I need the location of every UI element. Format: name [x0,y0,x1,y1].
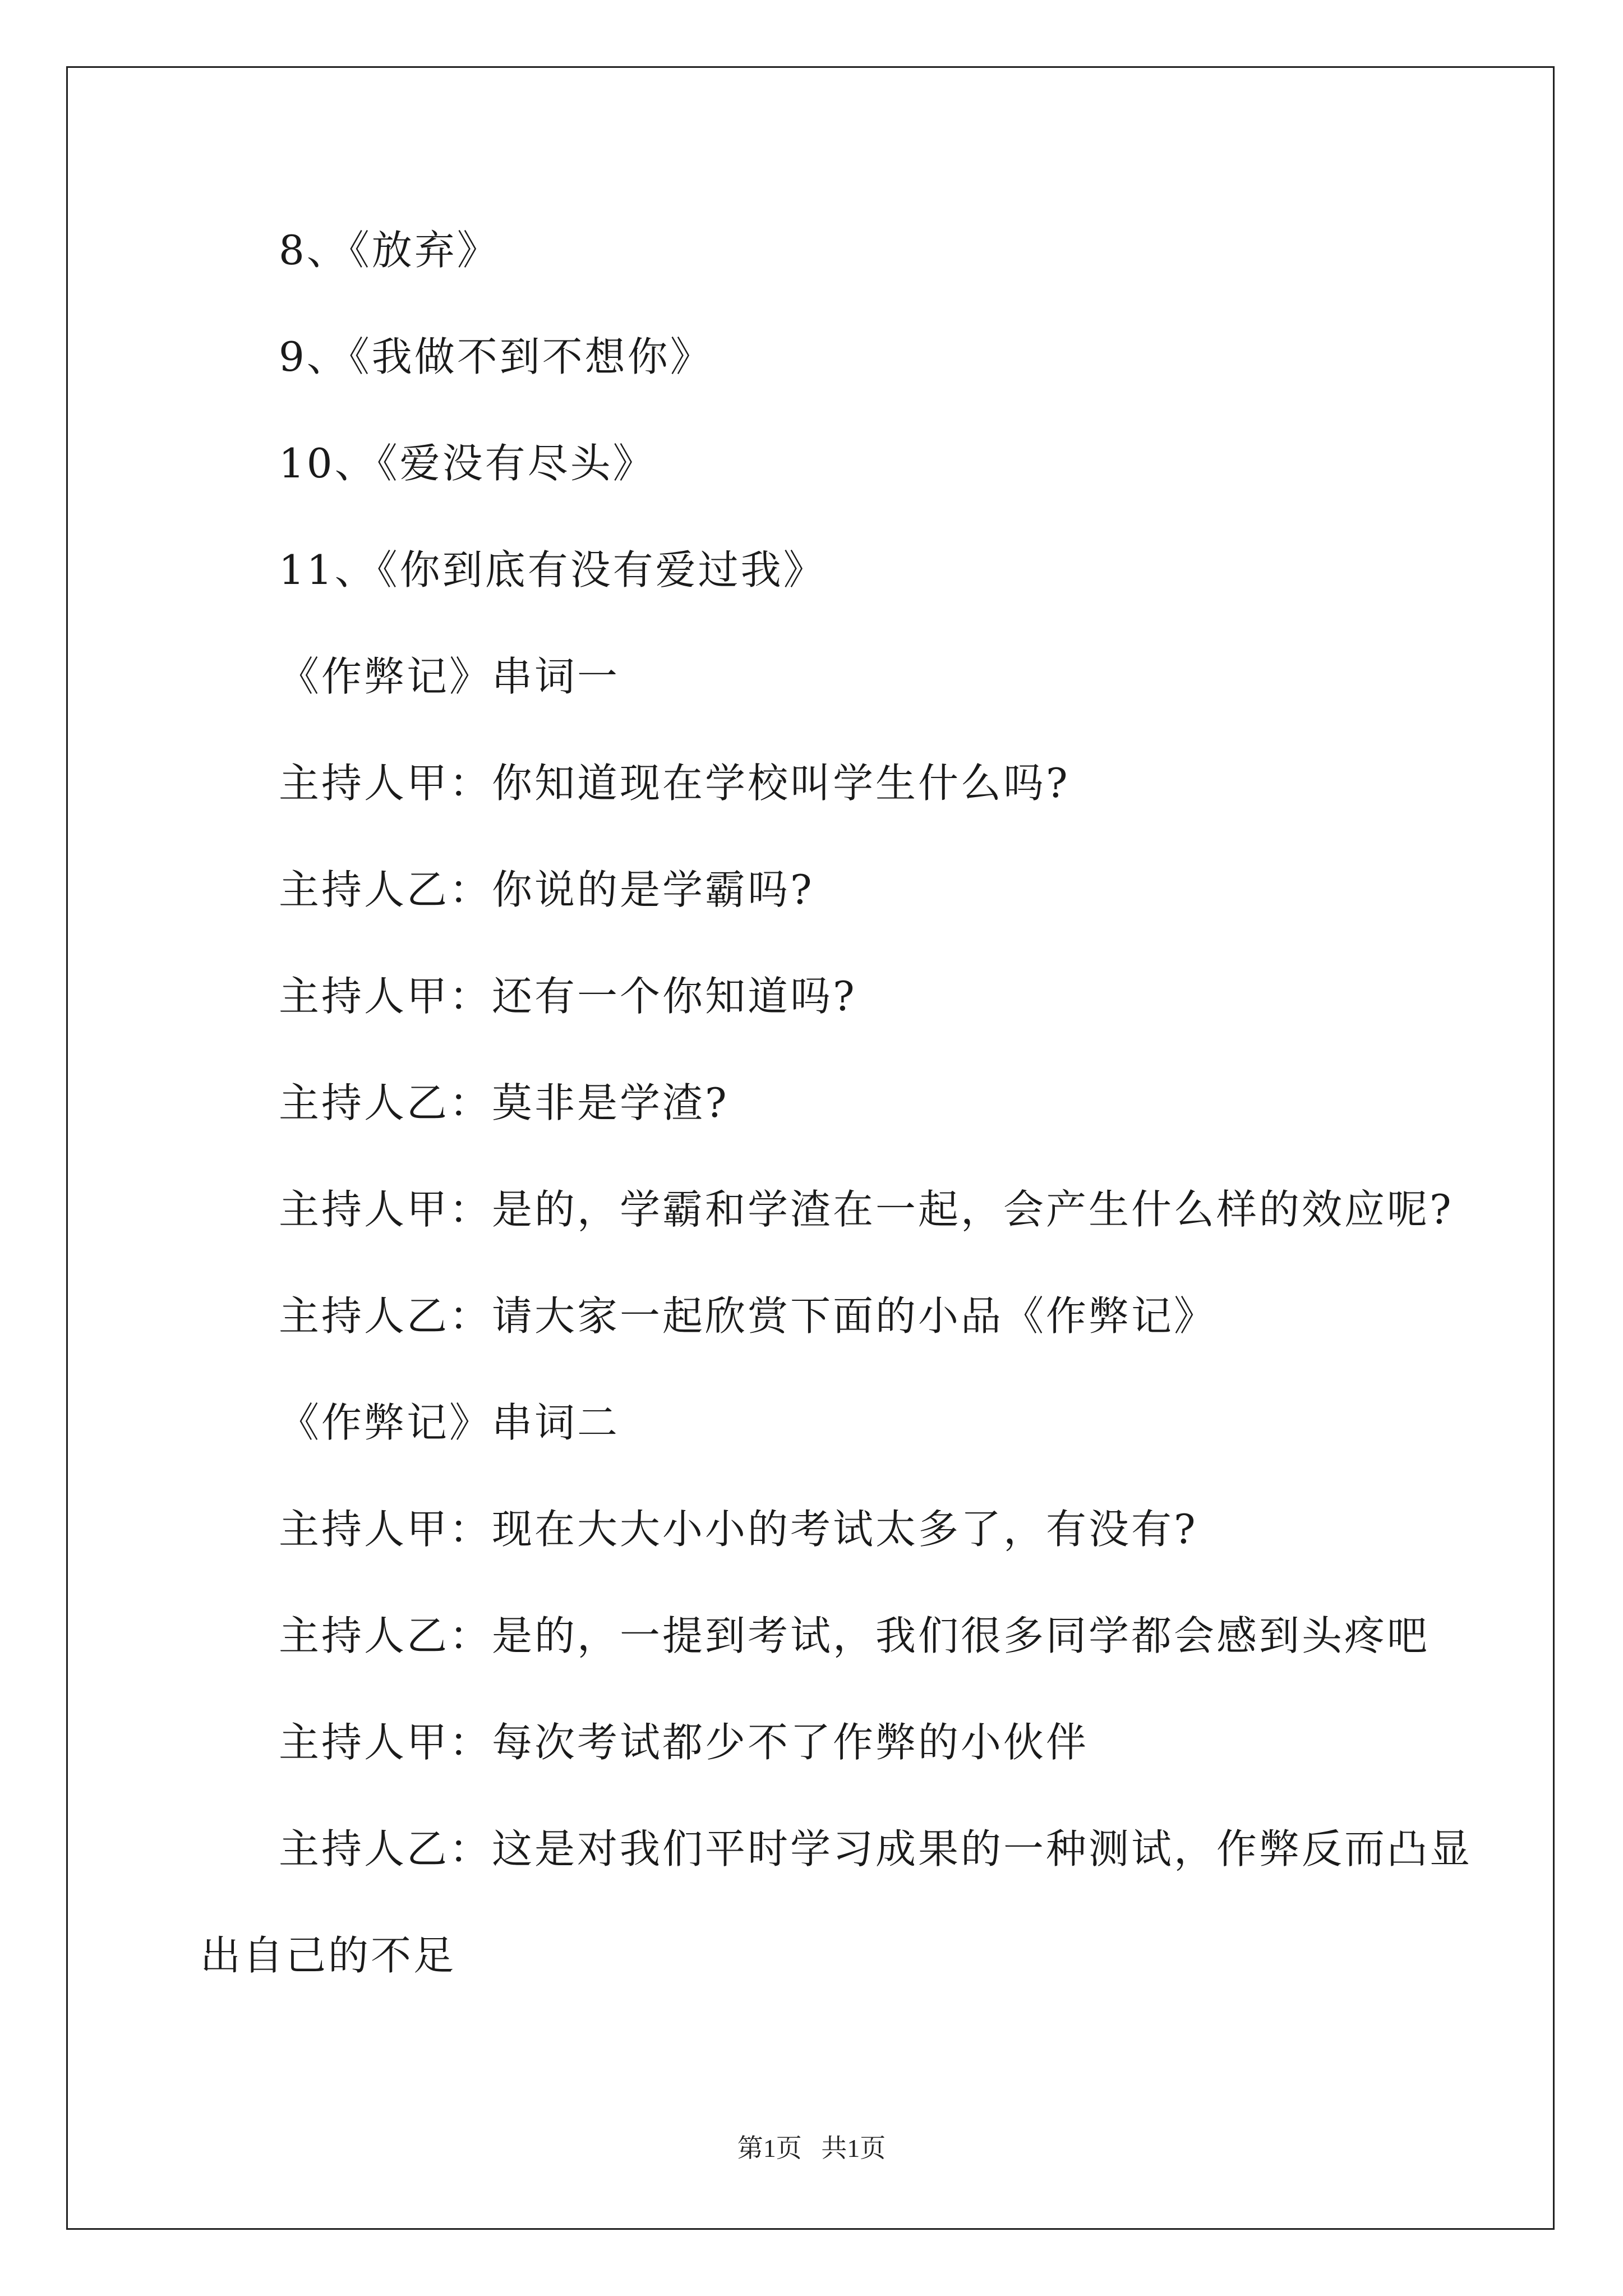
dialogue-line: 主持人甲：是的，学霸和学渣在一起，会产生什么样的效应呢? [279,1186,1454,1233]
dialogue-line-continuation: 出自己的不足 [200,1932,457,1979]
song-item-8: 8、《放弃》 [279,227,500,274]
song-item-9: 9、《我做不到不想你》 [279,333,713,380]
dialogue-line: 主持人乙：这是对我们平时学习成果的一种测试，作弊反而凸显 [279,1825,1473,1872]
page-border [66,66,1555,2230]
section-heading-2: 《作弊记》串词二 [279,1399,620,1446]
song-item-10: 10、《爱没有尽头》 [279,440,656,487]
page-number-footer: 第1页 共1页 [737,2134,886,2162]
dialogue-line: 主持人甲：你知道现在学校叫学生什么吗? [279,760,1070,807]
dialogue-line: 主持人乙：你说的是学霸吗? [279,866,814,913]
dialogue-line: 主持人乙：请大家一起欣赏下面的小品《作弊记》 [279,1292,1217,1340]
dialogue-line: 主持人甲：现在大大小小的考试太多了，有没有? [279,1506,1198,1553]
dialogue-line: 主持人乙：莫非是学渣? [279,1079,729,1126]
dialogue-line: 主持人甲：每次考试都少不了作弊的小伙伴 [279,1719,1089,1766]
dialogue-line: 主持人甲：还有一个你知道吗? [279,973,857,1020]
section-heading-1: 《作弊记》串词一 [279,653,620,700]
song-item-11: 11、《你到底有没有爱过我》 [279,546,826,593]
dialogue-line: 主持人乙：是的，一提到考试，我们很多同学都会感到头疼吧 [279,1612,1430,1659]
